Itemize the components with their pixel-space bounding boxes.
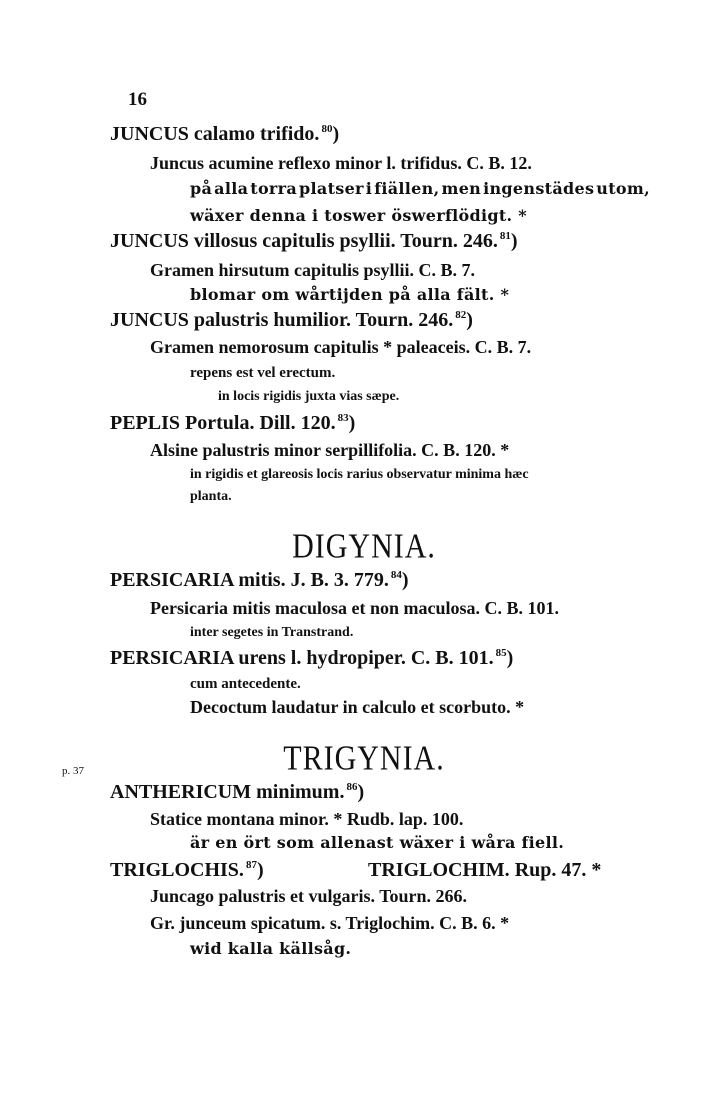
entry-text: mitis. J. B. 3. 779.: [238, 569, 389, 591]
word: platser: [299, 179, 364, 198]
entry-title: JUNCUS palustris humilior. Tourn. 246. $^{82}$): [110, 309, 473, 331]
vernacular-line: är en ört som allenast wäxer i wåra fiell.: [190, 833, 565, 852]
vernacular-line: wäxer denna i toswer öswerflödigt. *: [190, 206, 527, 225]
entry-title: ANTHERICUM minimum. $^{86}$): [110, 781, 365, 803]
section-heading-digynia: DIGYNIA.: [292, 527, 436, 566]
entry-text: Rup. 47. *: [514, 859, 602, 881]
footnote-ref: 84: [390, 569, 402, 582]
word: i: [365, 179, 373, 198]
word: på: [190, 179, 213, 198]
genus-name: ANTHERICUM: [110, 781, 252, 803]
footnote-ref: 81: [499, 230, 511, 243]
synonym-line: Juncus acumine reflexo minor l. trifidus. C. B. 12.: [150, 153, 532, 173]
genus-name: PERSICARIA: [110, 569, 234, 591]
word: men: [441, 179, 482, 198]
footnote-ref: 85: [495, 647, 507, 660]
word: ingenstädes: [483, 179, 595, 198]
word: fiällen,: [374, 179, 440, 198]
remark-line: Decoctum laudatur in calculo et scorbuto. *: [190, 697, 525, 717]
genus-name: PEPLIS: [110, 412, 181, 434]
synonym-line: Gramen hirsutum capitulis psyllii. C. B. 7.: [150, 260, 476, 280]
genus-name: PERSICARIA: [110, 647, 234, 669]
word: torra: [250, 179, 298, 198]
genus-name: TRIGLOCHIS.: [110, 859, 244, 881]
entry-title: TRIGLOCHIS. $^{87}$): [110, 859, 264, 881]
entry-title: JUNCUS villosus capitulis psyllii. Tourn. 246. $^{81}$): [110, 230, 518, 252]
remark-line: repens est vel erectum.: [190, 365, 336, 381]
margin-note: p. 37: [62, 765, 84, 777]
page-number: 16: [128, 89, 147, 110]
vernacular-line: wid kalla källsåg.: [190, 939, 352, 958]
footnote-ref: 87: [245, 859, 257, 872]
entry-title: JUNCUS calamo trifido. $^{80}$): [110, 123, 340, 145]
footnote-ref: 83: [337, 412, 349, 425]
entry-text: urens l. hydropiper. C. B. 101.: [238, 647, 494, 669]
entry-text: palustris humilior. Tourn. 246.: [193, 309, 454, 331]
synonym-line: Gramen nemorosum capitulis * paleaceis. C. B. 7.: [150, 337, 532, 357]
entry-title: PERSICARIA mitis. J. B. 3. 779. $^{84}$): [110, 569, 409, 591]
synonym-line: Juncago palustris et vulgaris. Tourn. 266.: [150, 886, 468, 906]
footnote-ref: 80: [321, 123, 333, 136]
vernacular-line: blomar om wårtijden på alla fält. *: [190, 285, 510, 304]
footnote-ref: 82: [455, 309, 467, 322]
word: alla: [214, 179, 249, 198]
remark-line: in rigidis et glareosis locis rarius observatur minima hæc: [190, 467, 529, 482]
synonym-line: Gr. junceum spicatum. s. Triglochim. C. B. 6. *: [150, 913, 510, 933]
remark-line: in locis rigidis juxta vias sæpe.: [218, 389, 400, 404]
genus-name: TRIGLOCHIM.: [368, 859, 510, 881]
synonym-line: Persicaria mitis maculosa et non maculosa. C. B. 101.: [150, 598, 559, 618]
entry-text: villosus capitulis psyllii. Tourn. 246.: [193, 230, 498, 252]
section-heading-trigynia: TRIGYNIA.: [283, 739, 445, 778]
entry-title: PEPLIS Portula. Dill. 120. $^{83}$): [110, 412, 356, 434]
genus-name: JUNCUS: [110, 230, 189, 252]
genus-name: JUNCUS: [110, 309, 189, 331]
synonym-line: Alsine palustris minor serpillifolia. C. B. 120. *: [150, 440, 510, 460]
remark-line: cum antecedente.: [190, 676, 301, 692]
vernacular-line: [190, 181, 650, 197]
entry-text: Portula. Dill. 120.: [185, 412, 336, 434]
word: utom,: [596, 179, 650, 198]
footnote-ref: 86: [346, 781, 358, 794]
remark-line: planta.: [190, 489, 232, 504]
entry-text: calamo trifido.: [193, 123, 320, 145]
synonym-line: Statice montana minor. * Rudb. lap. 100.: [150, 809, 464, 829]
remark-line: inter segetes in Transtrand.: [190, 625, 354, 640]
genus-name: JUNCUS: [110, 123, 189, 145]
entry-text: minimum.: [256, 781, 345, 803]
entry-title: PERSICARIA urens l. hydropiper. C. B. 101. $^{85}$): [110, 647, 514, 669]
entry-title-alt: [368, 860, 601, 880]
